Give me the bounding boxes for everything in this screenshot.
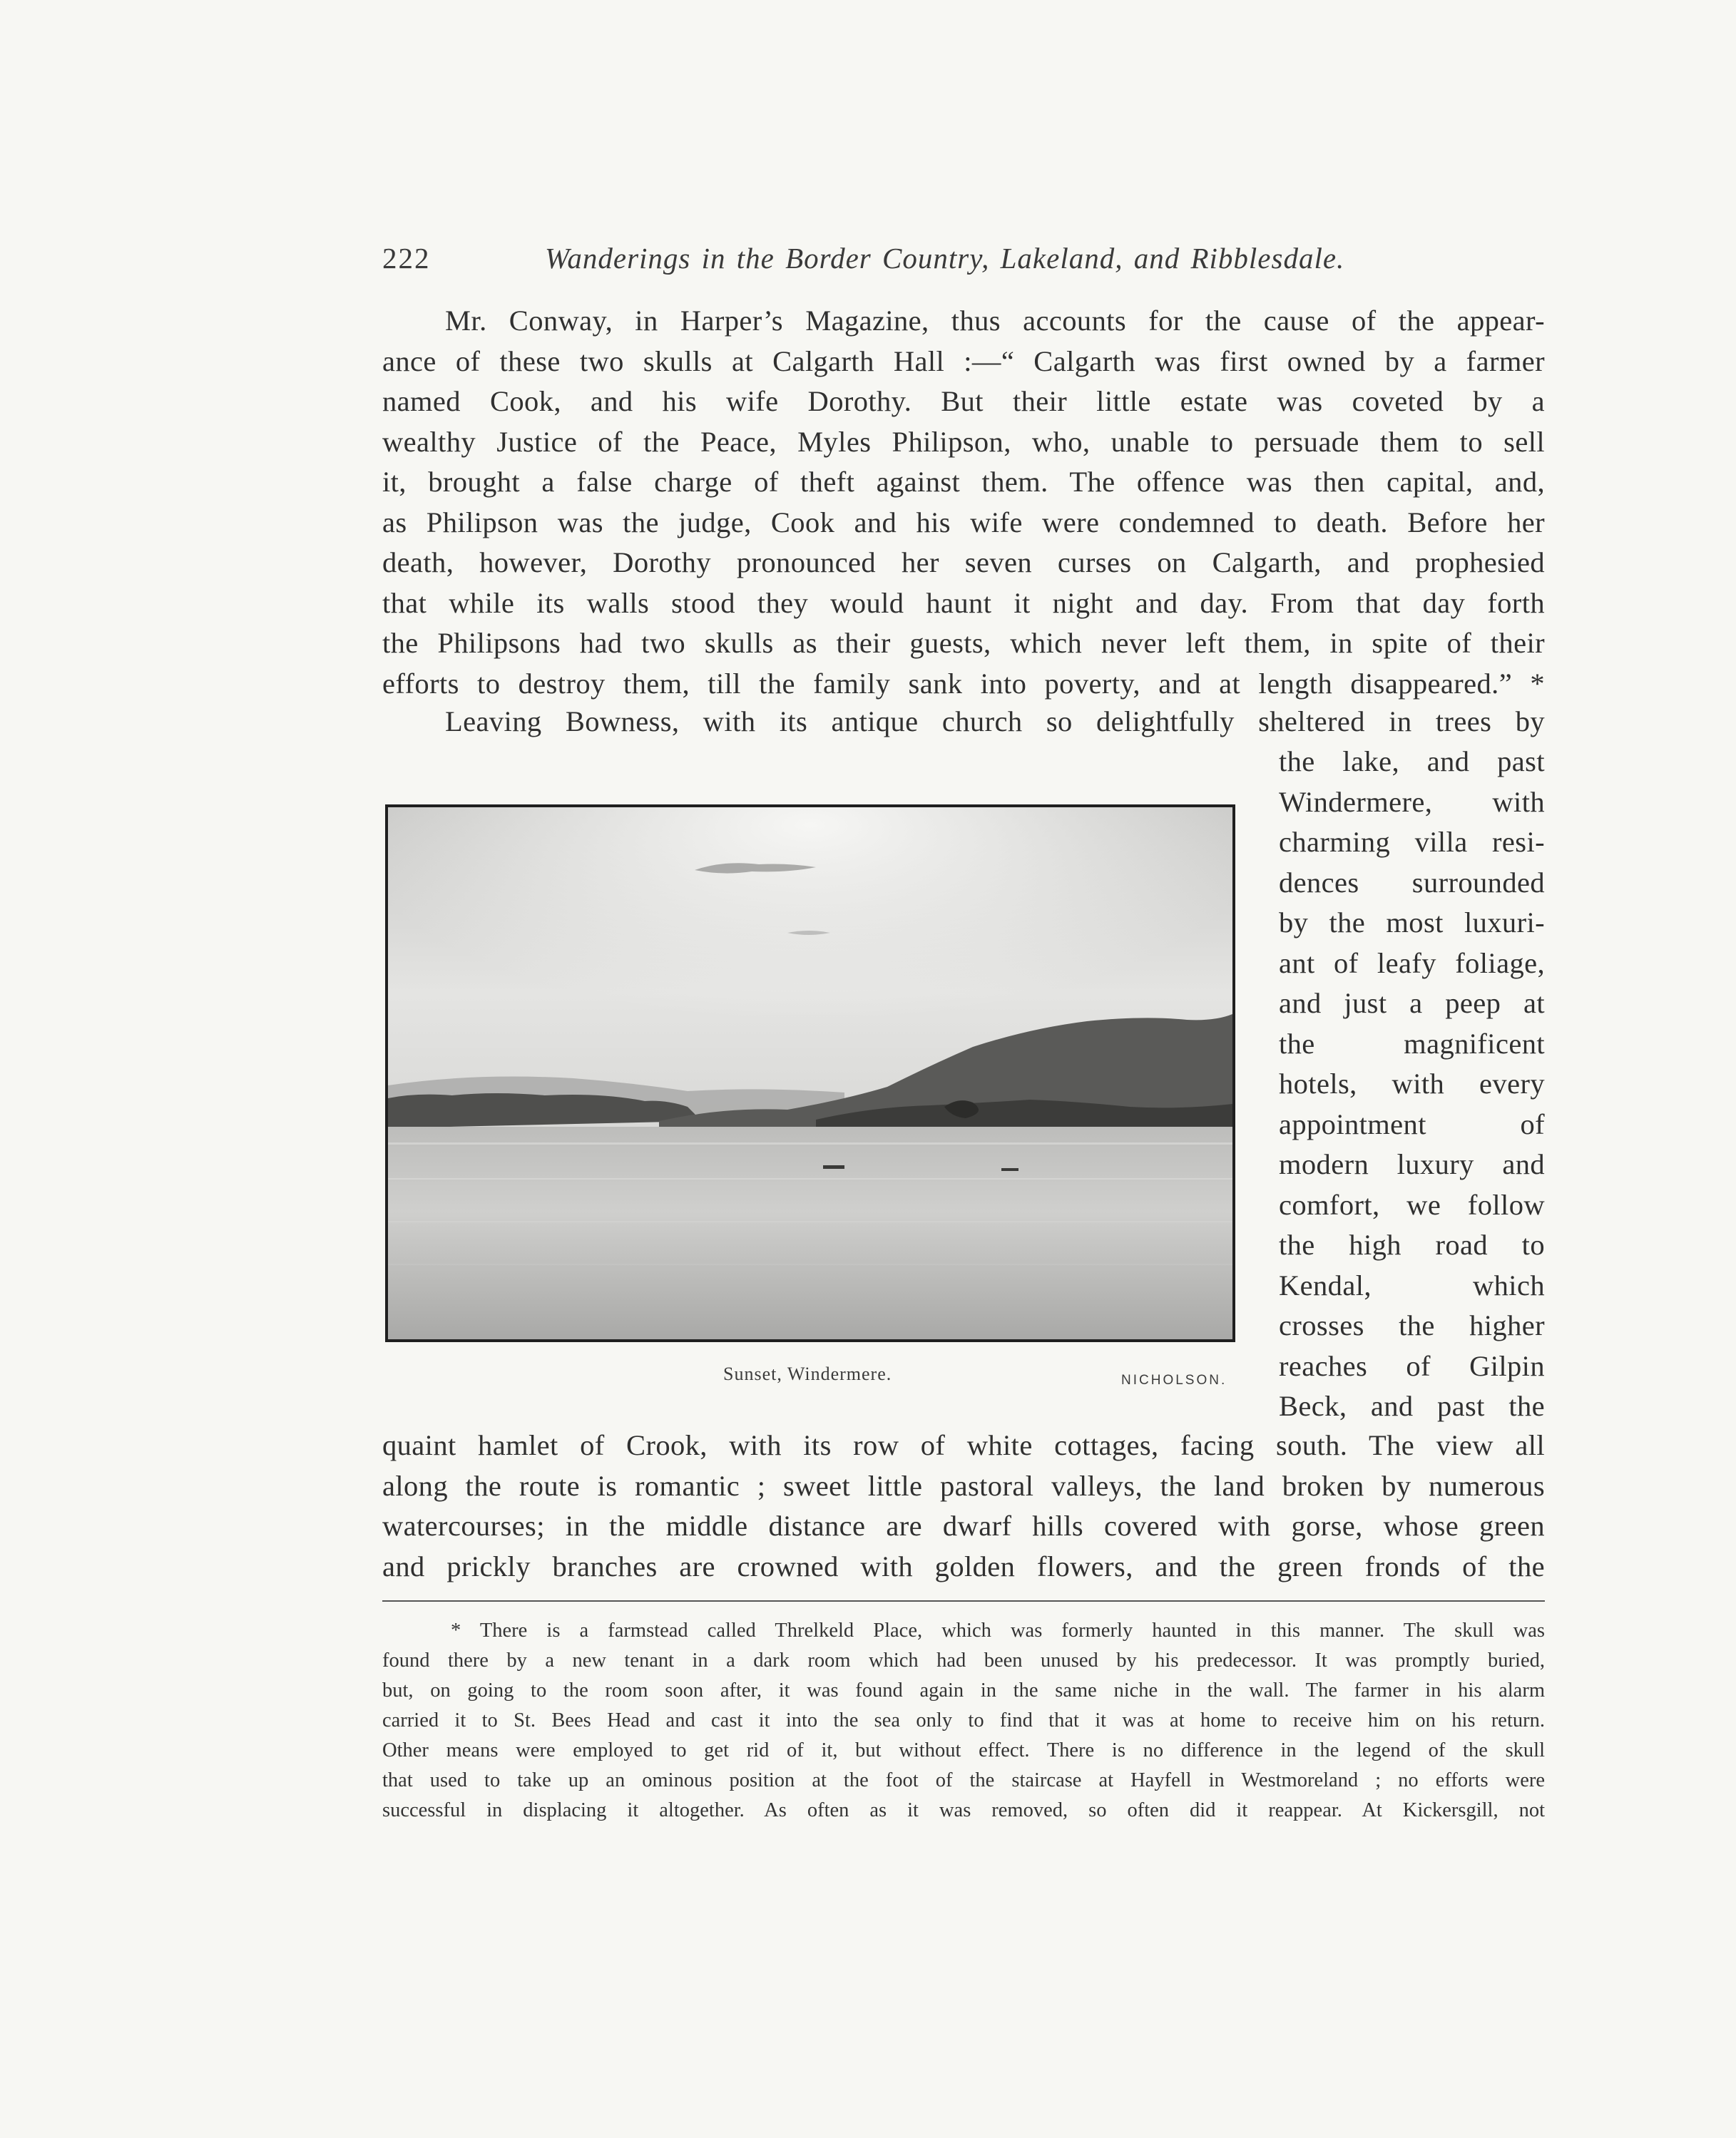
paragraph-bowness-side-column [1279,742,1545,1427]
footnote-line: carried it to St. Bees Head and cast it into the sea only to find that it was at home to receive him on his return. [382,1709,1545,1732]
text-line: Kendal, which [1279,1269,1545,1301]
figure-caption: Sunset, Windermere. [723,1364,892,1384]
footnote-line: Other means were employed to get rid of it, but without effect. There is no difference in the legend of the skull [382,1739,1545,1761]
text-line: modern luxury and [1279,1148,1545,1180]
paragraph-bowness-continued [382,1426,1545,1587]
page-number: 222 [382,242,431,275]
text-line: charming villa resi- [1279,826,1545,858]
text-line: comfort, we follow [1279,1188,1545,1221]
figure-credit: NICHOLSON. [1121,1373,1227,1388]
footnote-line: but, on going to the room soon after, it was found again in the same niche in the wall. The farmer in his alarm [382,1679,1545,1702]
footnote-line: found there by a new tenant in a dark room which had been unused by his predecessor. It was promptly buried, [382,1649,1545,1672]
text-line: by the most luxuri- [1279,906,1545,938]
text-line: the high road to [1279,1229,1545,1261]
running-head [382,235,1548,281]
text-line: quaint hamlet of Crook, with its row of white cottages, facing south. The view all [382,1429,1545,1461]
lake-photo-illustration [388,807,1232,1339]
text-line: Windermere, with [1279,785,1545,818]
text-line: dences surrounded [1279,866,1545,899]
text-line: the Philipsons had two skulls as their guests, which never left them, in spite of their [382,627,1545,659]
photo-sunset-windermere [385,804,1235,1342]
text-line: Mr. Conway, in Harper’s Magazine, thus accounts for the cause of the appear- [445,305,1545,337]
footnote-line: * There is a farmstead called Threlkeld Place, which was formerly haunted in this manner. The skull was [451,1620,1545,1642]
text-line: Beck, and past the [1279,1390,1545,1422]
text-line: reaches of Gilpin [1279,1349,1545,1382]
text-line: the magnificent [1279,1027,1545,1060]
text-line: appointment of [1279,1108,1545,1140]
footnote [382,1616,1545,1826]
text-line: crosses the higher [1279,1309,1545,1341]
footnote-divider [382,1600,1545,1602]
paragraph-calgarth [382,301,1545,704]
text-line: efforts to destroy them, till the family sank into poverty, and at length disappeared.” * [382,667,1545,700]
paragraph-bowness-lead: Leaving Bowness, with its antique church so delightfully sheltered in trees by [445,705,1545,737]
text-line: hotels, with every [1279,1068,1545,1100]
text-line: the lake, and past [1279,745,1545,777]
text-line: watercourses; in the middle distance are dwarf hills covered with gorse, whose green [382,1510,1545,1542]
footnote-line: that used to take up an ominous position at the foot of the staircase at Hayfell in Westmoreland ; no efforts were [382,1769,1545,1791]
text-line: named Cook, and his wife Dorothy. But their little estate was coveted by a [382,385,1545,417]
text-line: and prickly branches are crowned with golden flowers, and the green fronds of the [382,1550,1545,1582]
running-title: Wanderings in the Border Country, Lakeland, and Ribblesdale. [545,242,1345,275]
text-line: ant of leafy foliage, [1279,946,1545,979]
text-line: ance of these two skulls at Calgarth Hall :—“ Calgarth was first owned by a farmer [382,344,1545,377]
footnote-line: successful in displacing it altogether. As often as it was removed, so often did it reappear. At Kickersgill, not [382,1799,1545,1821]
text-line: and just a peep at [1279,987,1545,1019]
text-line: as Philipson was the judge, Cook and his wife were condemned to death. Before her [382,506,1545,538]
text-line: it, brought a false charge of theft against them. The offence was then capital, and, [382,466,1545,498]
text-line: that while its walls stood they would haunt it night and day. From that day forth [382,586,1545,619]
text-line: along the route is romantic ; sweet little pastoral valleys, the land broken by numerous [382,1469,1545,1502]
text-line: death, however, Dorothy pronounced her seven curses on Calgarth, and prophesied [382,546,1545,578]
text-line: wealthy Justice of the Peace, Myles Philipson, who, unable to persuade them to sell [382,425,1545,458]
